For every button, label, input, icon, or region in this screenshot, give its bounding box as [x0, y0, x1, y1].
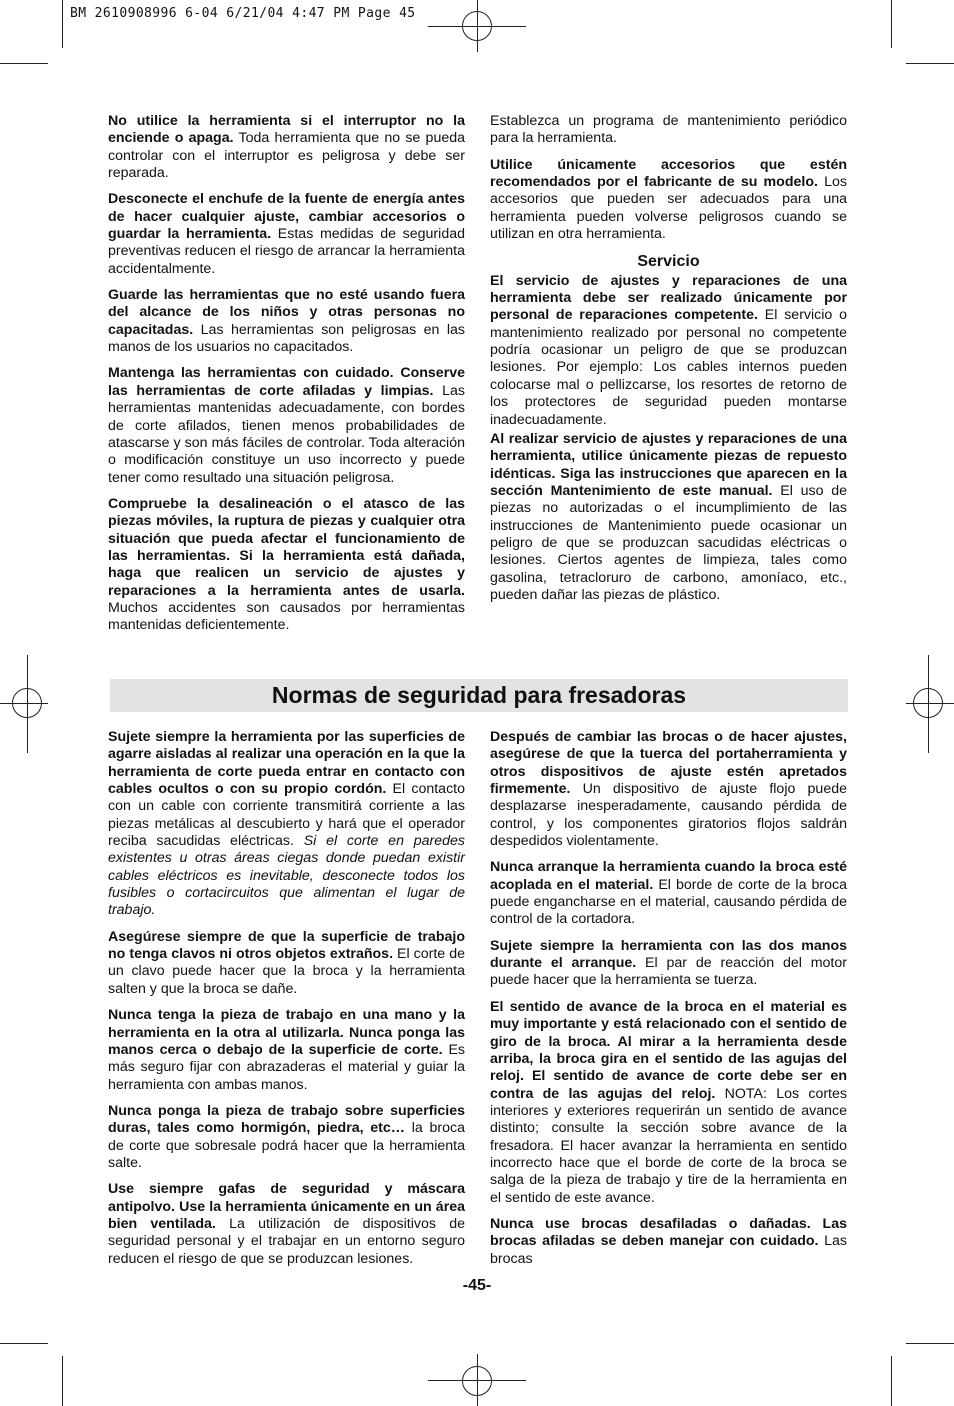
paragraph-hard-surfaces: Nunca ponga la pieza de trabajo sobre superficies duras, tales como hormigón, piedra, etc… la broca de corte que sobresale podrá hacer que la herramienta salte. — [108, 1102, 466, 1171]
top-left-column — [108, 113, 465, 644]
paragraph-safety-glasses: Use siempre gafas de seguridad y máscara antipolvo. Use la herramienta únicamente en un área bien ventilada. La utilización de dispositivos de seguridad personal y el trabajar en un entorno seguro reducen el riesgo de que se produzcan lesiones. — [108, 1181, 465, 1267]
paragraph-switch: No utilice la herramienta si el interruptor no la enciende o apaga. Toda herramienta que no se pueda controlar con el interruptor es peligrosa y debe ser reparada. — [108, 113, 465, 182]
bottom-right-column — [490, 729, 847, 1277]
paragraph-storage: Guarde las herramientas que no esté usando fuera del alcance de los niños y otras personas no capacitadas. Las herramientas son peligrosas en las manos de los usuarios no capacitados. — [108, 287, 465, 356]
top-right-column — [490, 113, 847, 613]
paragraph-insulated-grip: Sujete siempre la herramienta por las superficies de agarre aisladas al realizar una operación en la que la herramienta de corte pueda entrar en contacto con cables ocultos o con su propio cordón. El contacto con un cable con corriente transmitirá corriente a las piezas metálicas al descubierto y hará que el operador reciba sacudidas eléctricas. Si el corte en paredes existentes u otras áreas ciegas donde puedan existir cables eléctricos es inevitable, desconecte todos los fusibles o cortacircuitos que alimentan el lugar de trabajo. — [108, 729, 465, 919]
paragraph-disconnect: Desconecte el enchufe de la fuente de energía antes de hacer cualquier ajuste, cambiar accesorios o guardar la herramienta. Estas medidas de seguridad preventivas reducen el riesgo de arrancar la herramienta accidentalmente. — [108, 191, 465, 277]
paragraph-work-surface: Asegúrese siempre de que la superficie de trabajo no tenga clavos ni otros objetos extraños. El corte de un clavo puede hacer que la broca y la herramienta salten y que la broca se dañe. — [108, 928, 465, 997]
paragraph-service-parts: Al realizar servicio de ajustes y reparaciones de una herramienta, utilice únicamente piezas de repuesto idénticas. Siga las instrucciones que aparecen en la sección Mantenimiento de este manual. El uso de piezas no autorizadas o el incumplimiento de las instrucciones de Mantenimiento puede ocasionar un peligro de que se produzcan sacudidas eléctricas o lesiones. Ciertos agentes de limpieza, tales como gasolina, tetracloruro de carbono, amoníaco, etc., pueden dañar las piezas de plástico. — [490, 430, 847, 603]
bottom-left-column — [108, 729, 465, 1277]
paragraph-start-engaged: Nunca arranque la herramienta cuando la broca esté acoplada en el material. El borde de corte de la broca puede engancharse en el material, causando pérdida de control de la cortadora. — [490, 859, 847, 928]
paragraph-two-hands-clamp: Nunca tenga la pieza de trabajo en una mano y la herramienta en la otra al utilizarla. Nunca ponga las manos cerca o debajo de la superficie de corte. Es más seguro fijar con abrazaderas el material y guiar la herramienta con ambas manos. — [108, 1007, 465, 1093]
print-slug: BM 2610908996 6-04 6/21/04 4:47 PM Page 45 — [70, 6, 416, 21]
paragraph-two-hands-start: Sujete siempre la herramienta con las dos manos durante el arranque. El par de reacción del motor puede hacer que la herramienta se tuerza. — [490, 937, 847, 989]
paragraph-feed-direction: El sentido de avance de la broca en el material es muy importante y está relacionado con el sentido de giro de la broca. Al mirar a la herramienta desde arriba, la broca gira en el sentido de las agujas del reloj. El sentido de avance de corte debe ser en contra de las agujas del reloj. NOTA: Los cortes interiores y exteriores requerirán un sentido de avance distinto; consulte la sección sobre avance de la fresadora. El hacer avanzar la herramienta en sentido incorrecto hace que el borde de corte de la broca se salga de la pieza de trabajo y tire de la herramienta en el sentido de este avance. — [490, 998, 847, 1206]
paragraph-service-personnel: El servicio de ajustes y reparaciones de una herramienta debe ser realizado únicamente por personal de reparaciones competente. El servicio o mantenimiento realizado por personal no competente podría ocasionar un peligro de que se produzcan lesiones. Por ejemplo: Los cables internos pueden colocarse mal o pellizcarse, los resortes de retorno de los protectores de seguridad pueden montarse inadecuadamente. — [490, 272, 847, 428]
section-title-banner: Normas de seguridad para fresadoras — [110, 679, 848, 712]
paragraph-accessories: Utilice únicamente accesorios que estén recomendados por el fabricante de su modelo. Los accesorios que pueden ser adecuados para una herramienta pueden volverse peligrosos cuando se utilizan en otra herramienta. — [490, 156, 847, 243]
service-heading: Servicio — [637, 253, 700, 271]
paragraph-check-parts: Compruebe la desalineación o el atasco de las piezas móviles, la ruptura de piezas y cualquier otra situación que pueda afectar el funcionamiento de las herramientas. Si la herramienta está dañada, haga que realicen un servicio de ajustes y reparaciones a la herramienta antes de usarla. Muchos accidentes son causados por herramientas mantenidas deficientemente. — [108, 495, 465, 634]
paragraph-dull-bits: Nunca use brocas desafiladas o dañadas. Las brocas afiladas se deben manejar con cuidado. Las brocas — [490, 1215, 847, 1267]
paragraph-tighten-collet: Después de cambiar las brocas o de hacer ajustes, asegúrese de que la tuerca del portaherramienta y otros dispositivos de ajuste estén apretados firmemente. Un dispositivo de ajuste flojo puede desplazarse inesperadamente, causando pérdida de control, y los componentes giratorios flojos saldrán despedidos violentamente. — [490, 729, 847, 850]
page-number: -45- — [462, 1277, 492, 1294]
paragraph-maintain: Mantenga las herramientas con cuidado. Conserve las herramientas de corte afiladas y limpias. Las herramientas mantenidas adecuadamente, con bordes de corte afilados, tienen menos probabilidades de atascarse y son más fáciles de controlar. Toda alteración o modificación constituye un uso incorrecto y puede tener como resultado una situación peligrosa. — [108, 365, 465, 486]
paragraph-maintenance-program: Establezca un programa de mantenimiento periódico para la herramienta. — [490, 113, 847, 147]
